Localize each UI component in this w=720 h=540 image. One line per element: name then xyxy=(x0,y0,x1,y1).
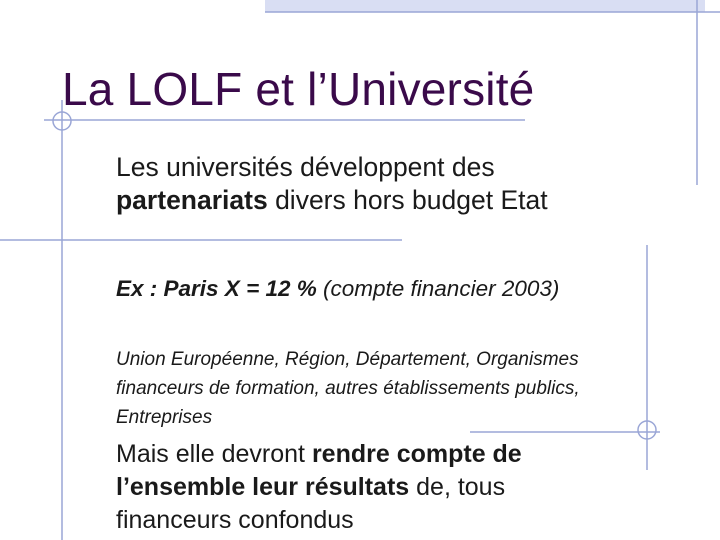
top-band xyxy=(265,0,705,12)
p1-text-a: Les universités développent des xyxy=(116,152,495,182)
p1-bold-partenariats: partenariats xyxy=(116,185,268,215)
p2-bold-example: Ex : Paris X = 12 % xyxy=(116,276,317,301)
paragraph-partenariats xyxy=(116,151,616,217)
p4-bold-rendre-compte: rendre compte de l’ensemble leur résultats xyxy=(116,440,522,501)
p4-text-a: Mais elle devront xyxy=(116,440,312,468)
p1-text-c: divers hors budget Etat xyxy=(267,185,548,215)
slide-title: La LOLF et l’Université xyxy=(62,63,535,115)
paragraph-rendre-compte xyxy=(116,438,616,537)
p2-italic-source: (compte financier 2003) xyxy=(316,276,560,301)
paragraph-example xyxy=(116,274,636,303)
p4-text-c: de, tous financeurs confondus xyxy=(116,473,506,534)
paragraph-financeurs: Union Européenne, Région, Département, Organismes financeurs de formation, autres établissements publics, Entreprises xyxy=(116,349,580,428)
